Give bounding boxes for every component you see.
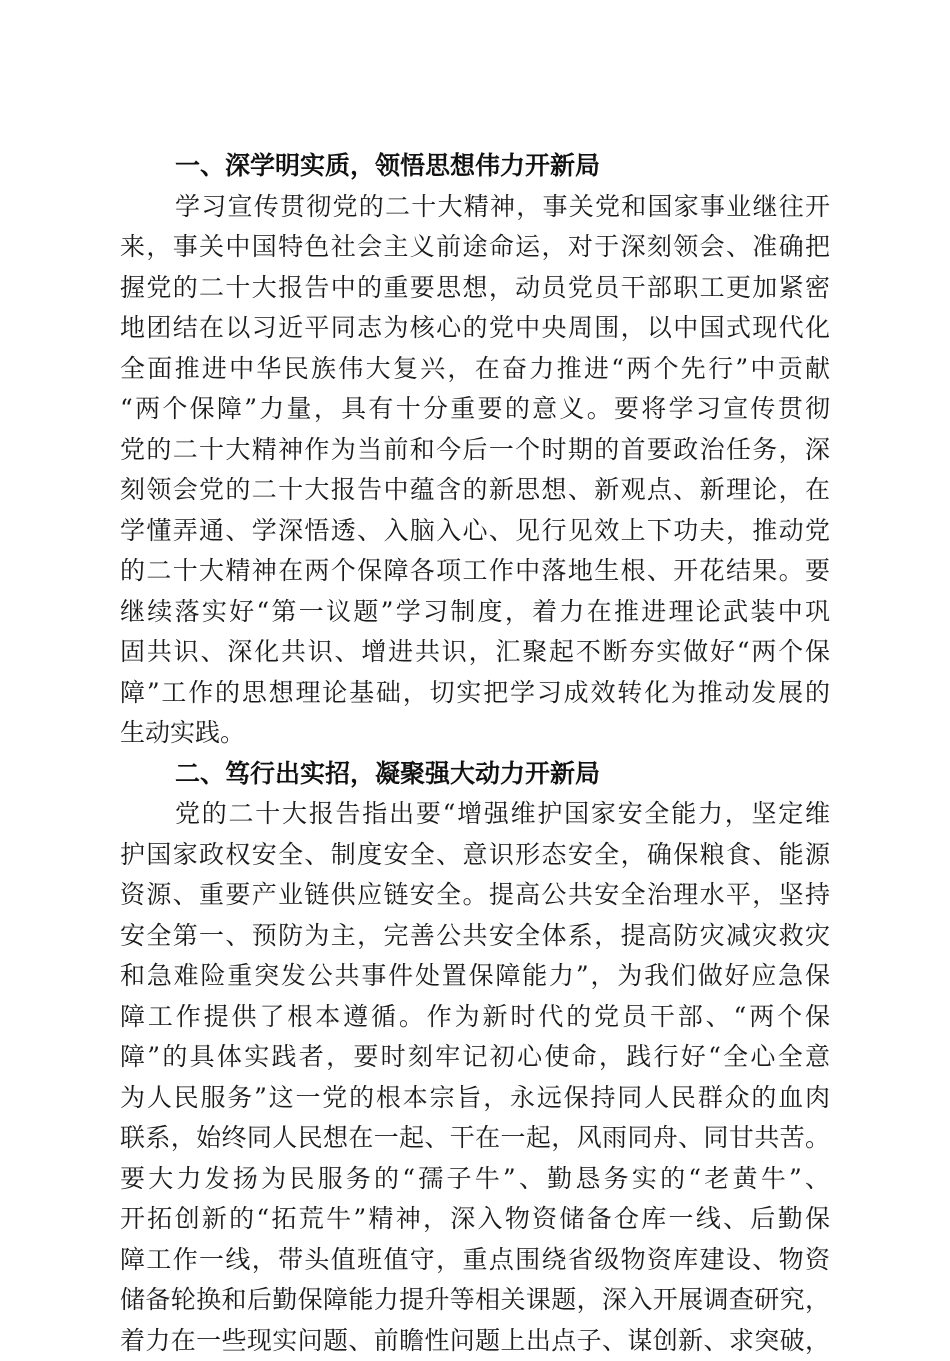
text-line: 刻领会党的二十大报告中蕴含的新思想、新观点、新理论，在 <box>120 470 830 511</box>
section-heading-2: 二、笃行出实招，凝聚强大动力开新局 <box>120 754 830 795</box>
section-paragraph-2 <box>120 794 830 1361</box>
text-line: 握党的二十大报告中的重要思想，动员党员干部职工更加紧密 <box>120 268 830 309</box>
text-line: 着力在一些现实问题、前瞻性问题上出点子、谋创新、求突破， <box>120 1321 830 1361</box>
text-line: 储备轮换和后勤保障能力提升等相关课题，深入开展调查研究， <box>120 1280 830 1321</box>
text-line: 固共识、深化共识、增进共识，汇聚起不断夯实做好“两个保 <box>120 632 830 673</box>
text-line: 护国家政权安全、制度安全、意识形态安全，确保粮食、能源 <box>120 835 830 876</box>
text-line: 障”的具体实践者，要时刻牢记初心使命，践行好“全心全意 <box>120 1037 830 1078</box>
section-heading-1: 一、深学明实质，领悟思想伟力开新局 <box>120 146 830 187</box>
text-line: 联系，始终同人民想在一起、干在一起，风雨同舟、同甘共苦。 <box>120 1118 830 1159</box>
text-line: 来，事关中国特色社会主义前途命运，对于深刻领会、准确把 <box>120 227 830 268</box>
text-line: 学懂弄通、学深悟透、入脑入心、见行见效上下功夫，推动党 <box>120 511 830 552</box>
text-line: 障工作提供了根本遵循。作为新时代的党员干部、“两个保 <box>120 997 830 1038</box>
text-line: 资源、重要产业链供应链安全。提高公共安全治理水平，坚持 <box>120 875 830 916</box>
section-paragraph-1 <box>120 187 830 754</box>
text-line: 党的二十大精神作为当前和今后一个时期的首要政治任务，深 <box>120 430 830 471</box>
text-line: 地团结在以习近平同志为核心的党中央周围，以中国式现代化 <box>120 308 830 349</box>
text-line: 要大力发扬为民服务的“孺子牛”、勤恳务实的“老黄牛”、 <box>120 1159 830 1200</box>
text-line: 继续落实好“第一议题”学习制度，着力在推进理论武装中巩 <box>120 592 830 633</box>
text-line: 党的二十大报告指出要“增强维护国家安全能力，坚定维 <box>120 794 830 835</box>
text-line: 安全第一、预防为主，完善公共安全体系，提高防灾减灾救灾 <box>120 916 830 957</box>
text-line: 障”工作的思想理论基础，切实把学习成效转化为推动发展的 <box>120 673 830 714</box>
text-line: 和急难险重突发公共事件处置保障能力”，为我们做好应急保 <box>120 956 830 997</box>
text-line: 的二十大精神在两个保障各项工作中落地生根、开花结果。要 <box>120 551 830 592</box>
text-line: 为人民服务”这一党的根本宗旨，永远保持同人民群众的血肉 <box>120 1078 830 1119</box>
text-line: 开拓创新的“拓荒牛”精神，深入物资储备仓库一线、后勤保 <box>120 1199 830 1240</box>
text-line: 生动实践。 <box>120 713 830 754</box>
text-line: 全面推进中华民族伟大复兴，在奋力推进“两个先行”中贡献 <box>120 349 830 390</box>
text-line: 学习宣传贯彻党的二十大精神，事关党和国家事业继往开 <box>120 187 830 228</box>
text-line: 障工作一线，带头值班值守，重点围绕省级物资库建设、物资 <box>120 1240 830 1281</box>
text-line: “两个保障”力量，具有十分重要的意义。要将学习宣传贯彻 <box>120 389 830 430</box>
document-body <box>120 146 830 1361</box>
